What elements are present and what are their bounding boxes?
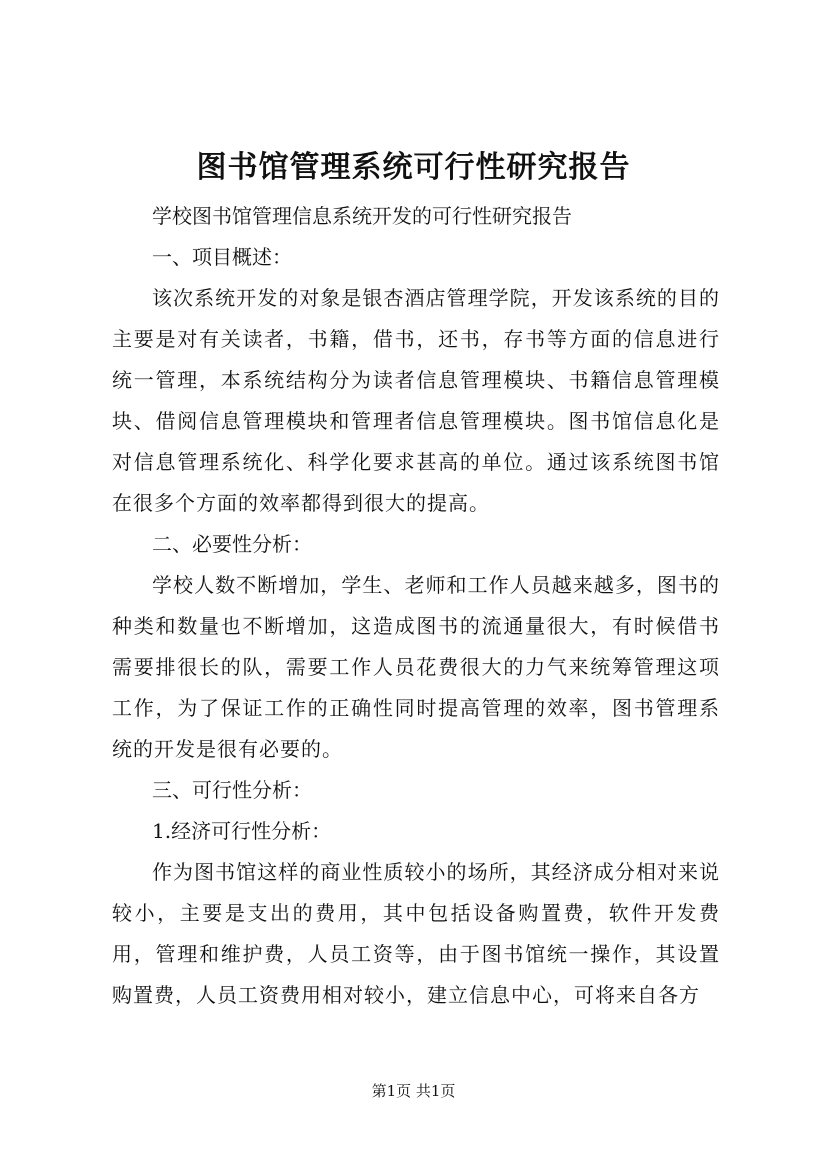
necessity-paragraph: 学校人数不断增加，学生、老师和工作人员越来越多，图书的种类和数量也不断增加，这造成图书的流通量很大，有时候借书需要排很长的队，需要工作人员花费很大的力气来统筹管理这项工作，为了保证工作的正确性同时提高管理的效率，图书管理系统的开发是很有必要的。 bbox=[112, 573, 720, 761]
economic-paragraph: 作为图书馆这样的商业性质较小的场所，其经济成分相对来说较小，主要是支出的费用，其中包括设备购置费，软件开发费用，管理和维护费，人员工资等，由于图书馆统一操作，其设置购置费，人员工资费用相对较小，建立信息中心，可将来自各方 bbox=[112, 860, 720, 1007]
overview-paragraph: 该次系统开发的对象是银杏酒店管理学院，开发该系统的目的主要是对有关读者，书籍，借书，还书，存书等方面的信息进行统一管理，本系统结构分为读者信息管理模块、书籍信息管理模块、借阅信息管理模块和管理者信息管理模块。图书馆信息化是对信息管理系统化、科学化要求甚高的单位。通过该系统图书馆在很多个方面的效率都得到很大的提高。 bbox=[112, 286, 720, 515]
subsection-heading-economic: 1.经济可行性分析： bbox=[152, 819, 332, 843]
page-footer: 第1页 共1页 bbox=[371, 1082, 456, 1100]
section-heading-feasibility: 三、可行性分析： bbox=[152, 778, 312, 802]
report-subtitle-paragraph: 学校图书馆管理信息系统开发的可行性研究报告 bbox=[152, 204, 572, 228]
document-body bbox=[112, 196, 720, 1016]
document-title: 图书馆管理系统可行性研究报告 bbox=[196, 150, 631, 185]
section-heading-overview: 一、项目概述： bbox=[152, 245, 292, 269]
section-heading-necessity: 二、必要性分析： bbox=[152, 532, 312, 556]
